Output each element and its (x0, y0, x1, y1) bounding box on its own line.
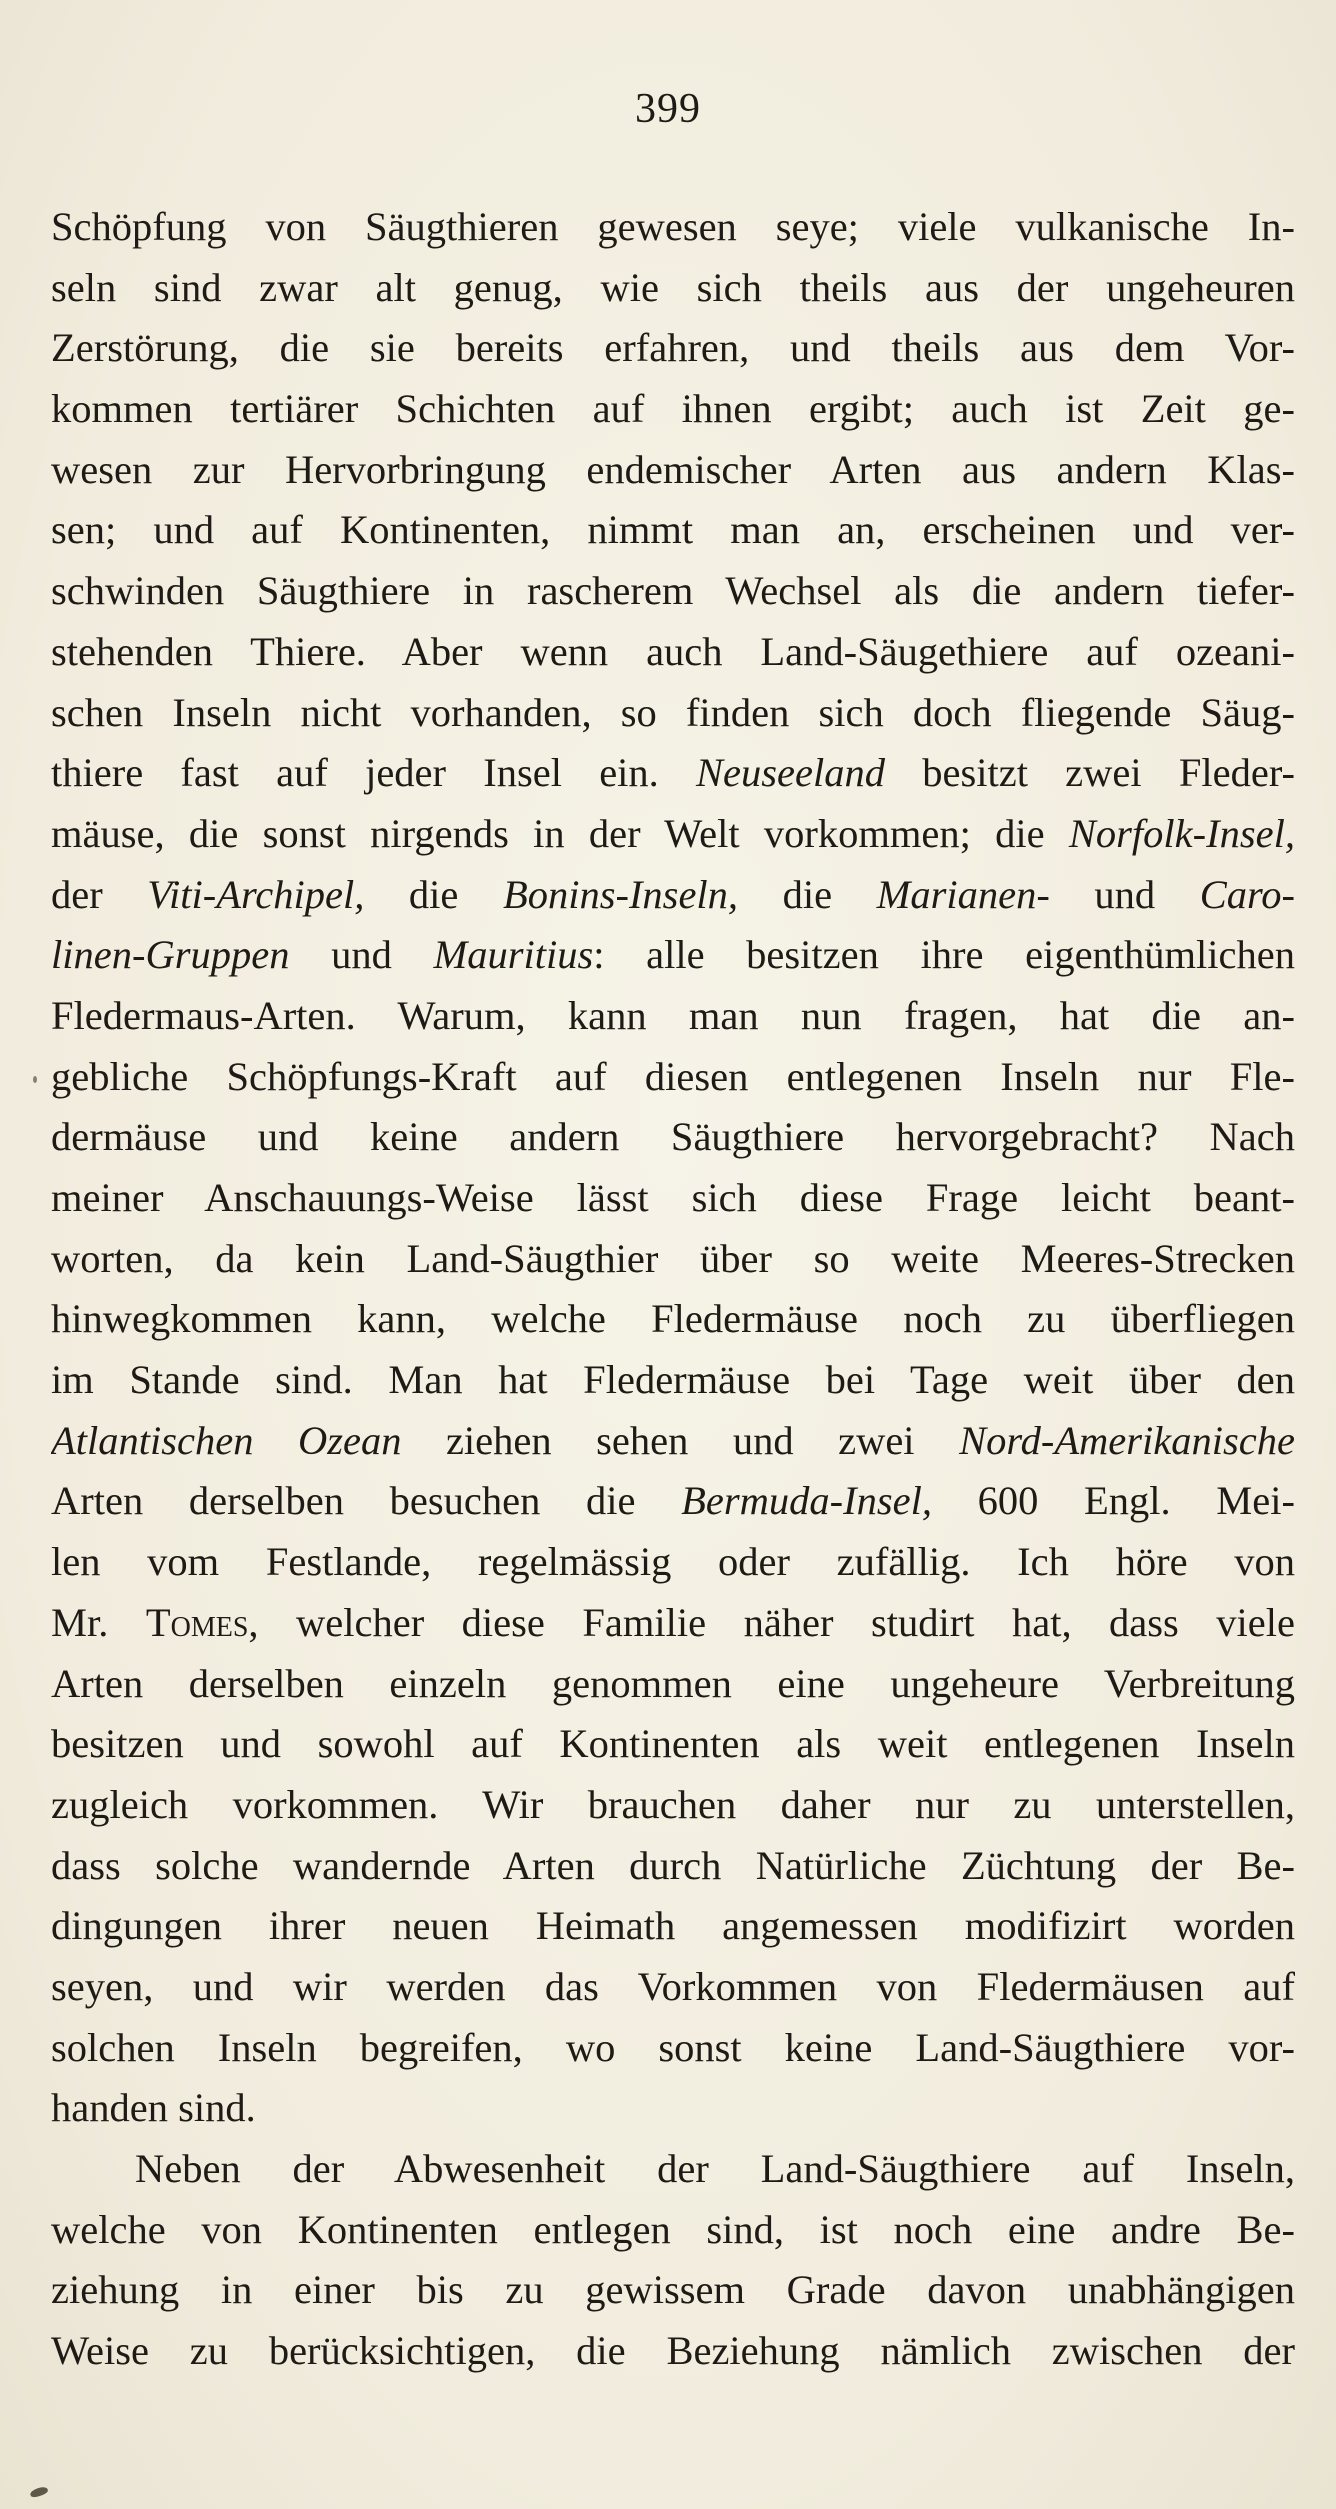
text-segment: schen Inseln nicht vorhanden, so finden sich doch fliegende Säug- (51, 689, 1295, 735)
text-segment: stehenden Thiere. Aber wenn auch Land-Säugethiere auf ozeani- (51, 628, 1295, 674)
text-line (51, 1836, 1295, 1897)
text-line (51, 2078, 1295, 2139)
text-line (51, 2321, 1295, 2382)
text-segment: ziehen sehen und zwei (401, 1417, 960, 1463)
text-segment: dass solche wandernde Arten durch Natürliche Züchtung der Be- (51, 1842, 1295, 1888)
text-segment: besitzt zwei Fleder- (885, 750, 1295, 796)
italic-place-name: Bonins-Inseln, (502, 871, 739, 917)
text-line (51, 379, 1295, 440)
text-line (51, 865, 1295, 926)
text-line (51, 804, 1295, 865)
text-segment: Arten derselben besuchen die (51, 1478, 682, 1524)
text-segment: Arten derselben einzeln genommen eine ungeheure Verbreitung (51, 1660, 1295, 1706)
text-segment: Schöpfung von Säugthieren gewesen seye; viele vulkanische In- (51, 204, 1295, 249)
text-line (51, 197, 1295, 258)
text-segment: worten, da kein Land-Säugthier über so weite Meeres-Strecken (51, 1235, 1295, 1281)
text-line (51, 1593, 1295, 1654)
text-line (51, 2260, 1295, 2321)
text-segment: solchen Inseln begreifen, wo sonst keine Land-Säugthiere vor- (51, 2024, 1295, 2070)
text-segment: dingungen ihrer neuen Heimath angemessen modifizirt worden (51, 1903, 1295, 1949)
text-line (51, 1411, 1295, 1472)
text-line (51, 1168, 1295, 1229)
text-line (51, 1047, 1295, 1108)
italic-place-name: Atlantischen Ozean (51, 1417, 402, 1463)
body-text (51, 197, 1295, 2382)
text-segment: welche von Kontinenten entlegen sind, ist noch eine andre Be- (51, 2206, 1295, 2252)
text-line (51, 2139, 1295, 2200)
text-segment: seln sind zwar alt genug, wie sich theils aus der ungeheuren (51, 264, 1295, 310)
text-line (51, 440, 1295, 501)
text-line (51, 318, 1295, 379)
italic-place-name: Neuseeland (696, 750, 885, 796)
text-segment: Mr. (51, 1599, 146, 1645)
italic-place-name: Norfolk-Insel, (1068, 810, 1295, 856)
text-line (51, 1714, 1295, 1775)
italic-place-name: Viti-Archipel, (147, 871, 365, 917)
text-segment: : alle besitzen ihre eigenthümlichen (593, 932, 1295, 978)
text-segment: len vom Festlande, regelmässig oder zufällig. Ich höre von (51, 1539, 1295, 1585)
text-segment: die (364, 871, 503, 917)
text-line (51, 500, 1295, 561)
author-name: Tomes (145, 1599, 249, 1645)
text-line (51, 2018, 1295, 2079)
text-line (51, 743, 1295, 804)
page-number: 399 (635, 86, 701, 132)
text-segment: zugleich vorkommen. Wir brauchen daher nur zu unterstellen, (51, 1781, 1295, 1827)
italic-place-name: Bermuda-Insel, (681, 1478, 932, 1524)
text-line (51, 1107, 1295, 1168)
text-segment: ziehung in einer bis zu gewissem Grade davon unabhängigen (51, 2267, 1295, 2313)
text-segment: Weise zu berücksichtigen, die Beziehung nämlich zwischen der (51, 2328, 1295, 2374)
italic-place-name: Mauritius (433, 932, 594, 978)
text-line (51, 1896, 1295, 1957)
text-segment: 600 Engl. Mei- (931, 1478, 1295, 1524)
text-segment: , welcher diese Familie näher studirt hat, dass viele (248, 1599, 1295, 1645)
text-segment: handen sind. (51, 2085, 256, 2131)
text-segment: kommen tertiärer Schichten auf ihnen ergibt; auch ist Zeit ge- (51, 386, 1295, 432)
ink-speck (33, 1076, 37, 1083)
text-segment: und (1049, 871, 1200, 917)
text-segment: besitzen und sowohl auf Kontinenten als weit entlegenen Inseln (51, 1721, 1295, 1767)
text-segment: seyen, und wir werden das Vorkommen von Fledermäusen auf (51, 1963, 1295, 2009)
text-line (51, 2200, 1295, 2261)
text-segment: die (738, 871, 877, 917)
ink-speck (29, 2485, 49, 2498)
text-line (51, 1229, 1295, 1290)
text-segment: meiner Anschauungs-Weise lässt sich diese Frage leicht beant- (51, 1175, 1295, 1220)
text-segment: mäuse, die sonst nirgends in der Welt vorkommen; die (51, 810, 1069, 856)
text-segment: hinwegkommen kann, welche Fledermäuse noch zu überfliegen (51, 1296, 1295, 1342)
text-line (51, 622, 1295, 683)
text-segment: Neben der Abwesenheit der Land-Säugthiere auf Inseln, (135, 2146, 1295, 2191)
text-segment: der (51, 871, 148, 917)
text-segment: Zerstörung, die sie bereits erfahren, und theils aus dem Vor- (51, 325, 1295, 371)
text-line (51, 1350, 1295, 1411)
text-line (51, 1957, 1295, 2018)
text-segment: wesen zur Hervorbringung endemischer Arten aus andern Klas- (51, 446, 1295, 492)
text-line (51, 1775, 1295, 1836)
text-line (51, 1471, 1295, 1532)
text-line (51, 986, 1295, 1047)
text-line (51, 925, 1295, 986)
italic-place-name: Caro- (1199, 871, 1295, 917)
text-line (51, 683, 1295, 744)
text-segment: thiere fast auf jeder Insel ein. (51, 750, 697, 796)
text-segment: gebliche Schöpfungs-Kraft auf diesen entlegenen Inseln nur Fle- (51, 1053, 1295, 1099)
text-segment: im Stande sind. Man hat Fledermäuse bei Tage weit über den (51, 1357, 1295, 1403)
text-segment: schwinden Säugthiere in rascherem Wechsel als die andern tiefer- (51, 568, 1295, 614)
text-segment: sen; und auf Kontinenten, nimmt man an, erscheinen und ver- (51, 507, 1295, 553)
text-segment: Fledermaus-Arten. Warum, kann man nun fragen, hat die an- (51, 992, 1295, 1038)
text-segment: und (289, 932, 434, 978)
text-line (51, 561, 1295, 622)
text-line (51, 1289, 1295, 1350)
italic-place-name: Nord-Amerikanische (959, 1417, 1295, 1463)
italic-place-name: linen-Gruppen (51, 932, 290, 978)
text-line (51, 1532, 1295, 1593)
italic-place-name: Marianen- (876, 871, 1050, 917)
text-line (51, 1654, 1295, 1715)
text-segment: dermäuse und keine andern Säugthiere hervorgebracht? Nach (51, 1114, 1295, 1160)
text-line (51, 258, 1295, 319)
